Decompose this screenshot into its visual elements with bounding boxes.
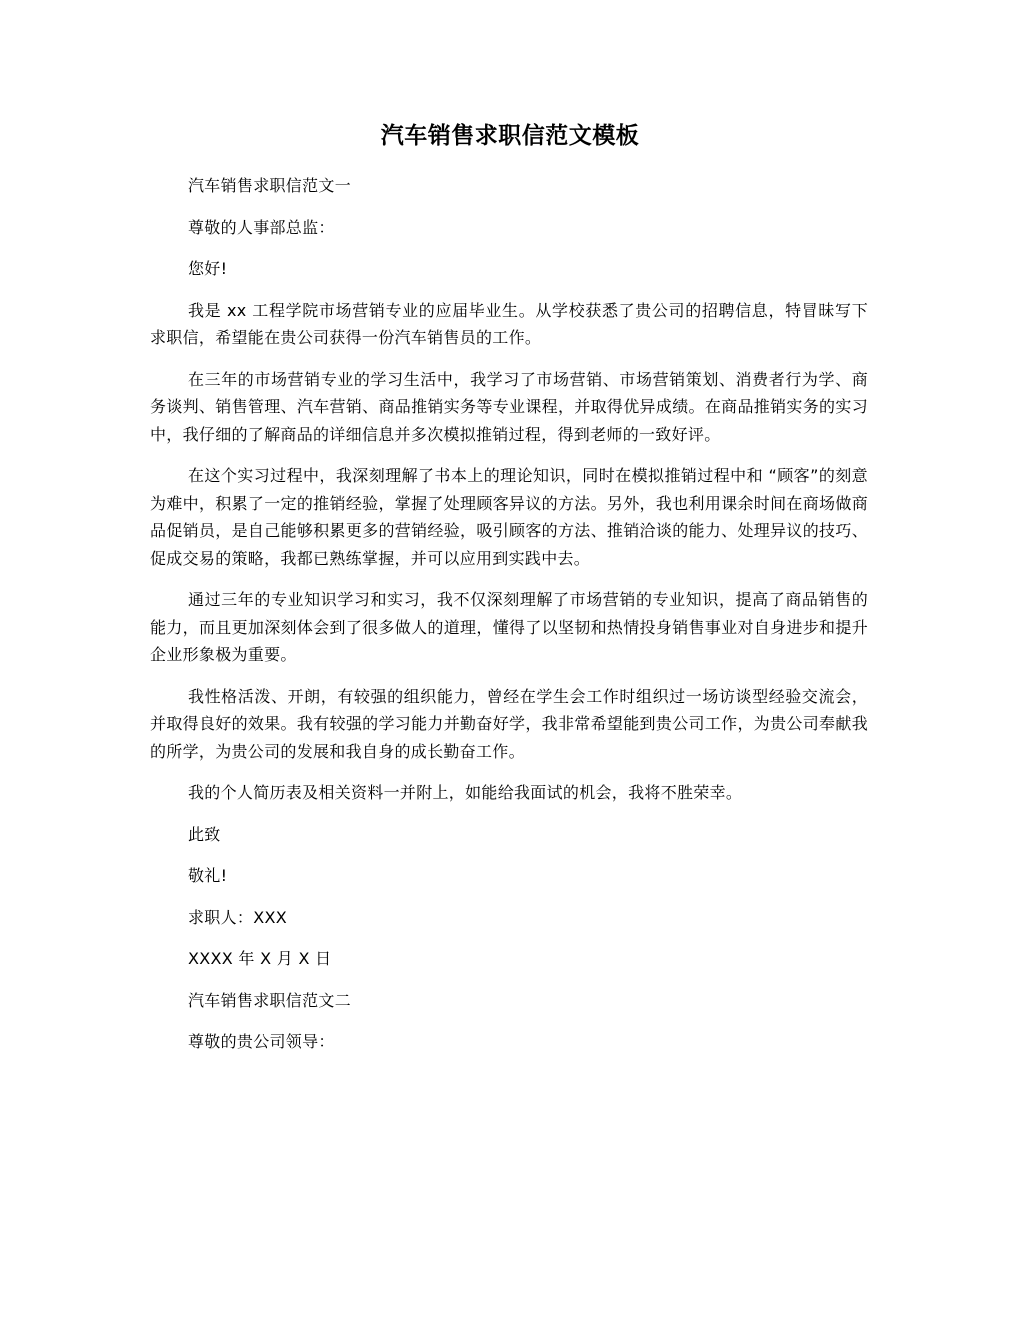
body-paragraph: 我的个人简历表及相关资料一并附上，如能给我面试的机会，我将不胜荣幸。 <box>188 783 743 802</box>
body-paragraph: 通过三年的专业知识学习和实习，我不仅深刻理解了市场营销的专业知识，提高了商品销售的能力，而且更加深刻体会到了很多做人的道理，懂得了以坚韧和热情投身销售事业对自身进步和提升企业形象极为重要。 <box>150 590 868 664</box>
signature-date: XXXX 年 X 月 X 日 <box>188 949 332 968</box>
body-paragraph: 在这个实习过程中，我深刻理解了书本上的理论知识，同时在模拟推销过程中和 “顾客”的刻意为难中，积累了一定的推销经验，掌握了处理顾客异议的方法。另外，我也利用课余时间在商场做商品促销员，是自己能够积累更多的营销经验，吸引顾客的方法、推销洽谈的能力、处理异议的技巧、促成交易的策略，我都已熟练掌握，并可以应用到实践中去。 <box>150 466 868 568</box>
greeting: 您好! <box>188 259 228 278</box>
signature-name: 求职人：XXX <box>188 907 287 927</box>
document-title: 汽车销售求职信范文模板 <box>380 123 640 149</box>
closing-line: 此致 <box>188 824 221 844</box>
closing-regards: 敬礼! <box>188 866 228 885</box>
document-body <box>150 172 868 1056</box>
body-paragraph: 我是 xx 工程学院市场营销专业的应届毕业生。从学校获悉了贵公司的招聘信息，特冒昧写下求职信，希望能在贵公司获得一份汽车销售员的工作。 <box>150 300 868 347</box>
salutation: 尊敬的人事部总监： <box>188 217 335 237</box>
body-paragraph: 我性格活泼、开朗，有较强的组织能力，曾经在学生会工作时组织过一场访谈型经验交流会，并取得良好的效果。我有较强的学习能力并勤奋好学，我非常希望能到贵公司工作，为贵公司奉献我的所学，为贵公司的发展和我自身的成长勤奋工作。 <box>150 686 868 761</box>
body-paragraph: 在三年的市场营销专业的学习生活中，我学习了市场营销、市场营销策划、消费者行为学、商务谈判、销售管理、汽车营销、商品推销实务等专业课程，并取得优异成绩。在商品推销实务的实习中，我仔细的了解商品的详细信息并多次模拟推销过程，得到老师的一致好评。 <box>150 369 868 444</box>
section-heading-2: 汽车销售求职信范文二 <box>188 990 352 1010</box>
salutation: 尊敬的贵公司领导： <box>188 1032 335 1051</box>
section-heading-1: 汽车销售求职信范文一 <box>188 176 352 195</box>
